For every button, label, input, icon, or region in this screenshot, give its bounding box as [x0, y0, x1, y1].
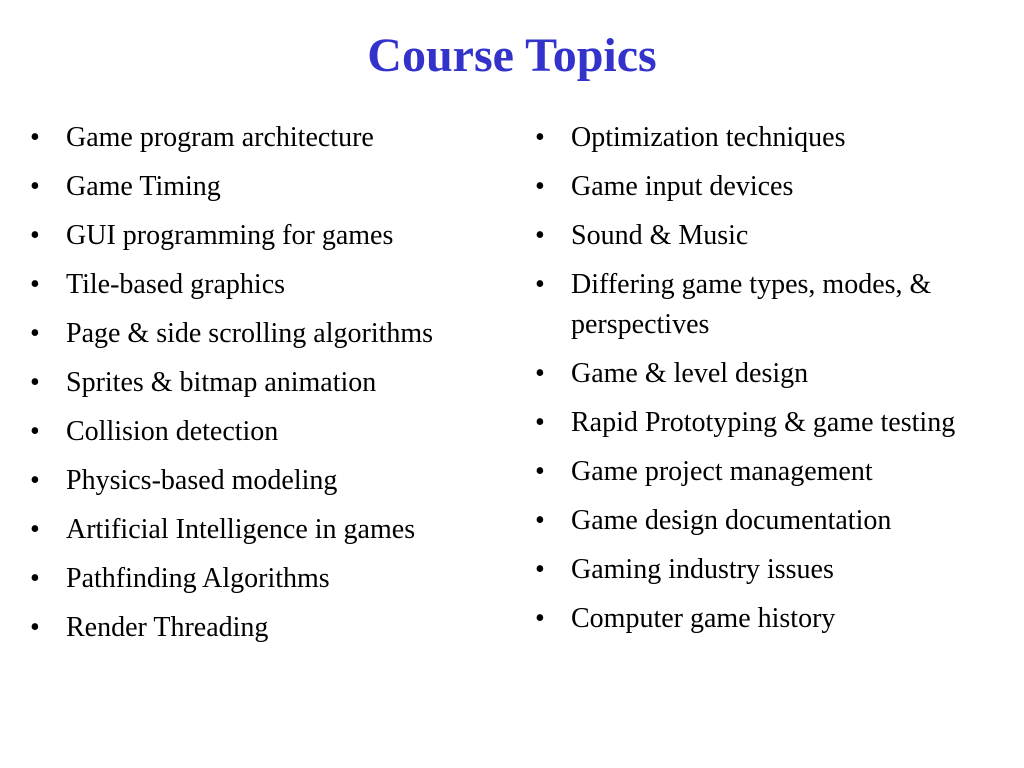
bullet-icon: • [535, 505, 545, 536]
topic-item [535, 403, 995, 443]
topic-label: Pathfinding Algorithms [66, 563, 330, 594]
topic-label: Game input devices [571, 171, 794, 202]
topic-label: Game project management [571, 456, 873, 487]
bullet-icon: • [30, 367, 40, 398]
topic-label: Collision detection [66, 416, 279, 447]
bullet-icon: • [30, 416, 40, 447]
topic-label: Gaming industry issues [571, 554, 834, 585]
topic-label: Game program architecture [66, 122, 374, 153]
topic-label: Game & level design [571, 358, 809, 389]
topic-item [30, 461, 490, 501]
right-topic-list [535, 118, 995, 648]
topic-item [30, 559, 490, 599]
topic-label: Render Threading [66, 612, 269, 643]
bullet-icon: • [30, 465, 40, 496]
bullet-icon: • [30, 220, 40, 251]
bullet-icon: • [30, 122, 40, 153]
bullet-icon: • [535, 603, 545, 634]
bullet-icon: • [535, 171, 545, 202]
bullet-icon: • [535, 358, 545, 389]
topic-label: Sprites & bitmap animation [66, 367, 377, 398]
topic-item [30, 265, 490, 305]
bullet-icon: • [535, 269, 545, 300]
topic-label: Artificial Intelligence in games [66, 514, 416, 545]
topic-item [535, 452, 995, 492]
topic-item [30, 608, 490, 648]
topic-item [535, 216, 995, 256]
bullet-icon: • [535, 220, 545, 251]
topic-item [30, 167, 490, 207]
topic-label: Tile-based graphics [66, 269, 286, 300]
topic-label: Game design documentation [571, 505, 892, 536]
topic-item [535, 550, 995, 590]
topic-item [30, 118, 490, 158]
bullet-icon: • [30, 318, 40, 349]
left-topic-list [30, 118, 490, 657]
topic-item [30, 314, 490, 354]
bullet-icon: • [30, 612, 40, 643]
topic-item [535, 354, 995, 394]
topic-label: Differing game types, modes, & perspectives [571, 269, 932, 340]
topic-item [535, 265, 995, 345]
topic-item [535, 118, 995, 158]
topic-label: Game Timing [66, 171, 221, 202]
topic-item [30, 510, 490, 550]
topic-label: GUI programming for games [66, 220, 394, 251]
topic-item [535, 501, 995, 541]
topic-item [30, 363, 490, 403]
topic-item [535, 167, 995, 207]
bullet-icon: • [30, 269, 40, 300]
bullet-icon: • [30, 171, 40, 202]
topic-item [535, 599, 995, 639]
bullet-icon: • [535, 554, 545, 585]
topic-label: Sound & Music [571, 220, 749, 251]
bullet-icon: • [30, 514, 40, 545]
bullet-icon: • [535, 456, 545, 487]
topic-label: Computer game history [571, 603, 836, 634]
bullet-icon: • [30, 563, 40, 594]
topic-item [30, 216, 490, 256]
topic-item [30, 412, 490, 452]
bullet-icon: • [535, 407, 545, 438]
slide-title: Course Topics [367, 29, 657, 82]
topic-label: Page & side scrolling algorithms [66, 318, 434, 349]
bullet-icon: • [535, 122, 545, 153]
topic-label: Rapid Prototyping & game testing [571, 407, 956, 438]
topic-label: Optimization techniques [571, 122, 846, 153]
topic-label: Physics-based modeling [66, 465, 338, 496]
